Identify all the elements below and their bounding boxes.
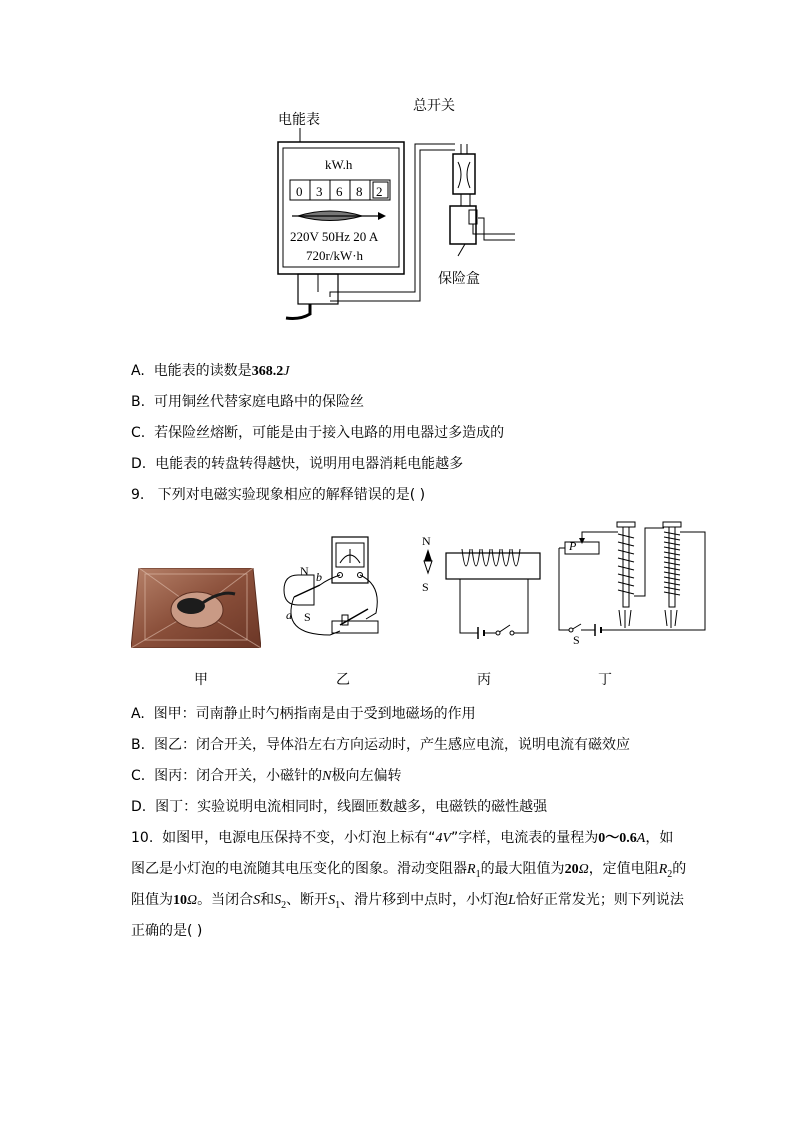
q10-line-3: 阻值为10Ω。当闭合S和$S_2$、断开$S_1$、滑片移到中点时，小灯泡L恰好正常发光；则下列说法 (131, 892, 684, 911)
q9-option-d: D. 图丁：实验说明电流相同时，线圈匝数越多，电磁铁的磁性越强 (131, 799, 548, 815)
q8-option-d: D. 电能表的转盘转得越快，说明用电器消耗电能越多 (131, 456, 464, 472)
q9-option-a: A. 图甲：司南静止时勺柄指南是由于受到地磁场的作用 (131, 706, 476, 722)
figure-bing-solenoid (418, 535, 543, 645)
meter-digit: 2 (376, 184, 383, 199)
meter-digit: 3 (316, 184, 323, 199)
q9-option-c: C. 图丙：闭合开关，小磁针的N极向左偏转 (131, 768, 402, 784)
meter-spec-1: 220V 50Hz 20 A (290, 229, 379, 244)
q10-line-2: 图乙是小灯泡的电流随其电压变化的图象。滑动变阻器$R_1$的最大阻值为20Ω，定值电阻$R_2$的 (131, 861, 687, 880)
q8-option-a: A. 电能表的读数是368.2J (131, 363, 290, 379)
ding-label-s: S (573, 633, 580, 647)
figure-yi-induction (270, 535, 390, 650)
q10-line-4: 正确的是( ) (131, 923, 203, 939)
q10-line-1: 10. 如图甲，电源电压保持不变，小灯泡上标有“4V”字样，电流表的量程为0～0.6A，如 (131, 830, 674, 846)
bing-label-n: N (422, 535, 431, 548)
meter-digit: 6 (336, 184, 343, 199)
caption-yi: 乙 (336, 672, 350, 688)
q8-option-b: B. 可用铜丝代替家庭电路中的保险丝 (131, 394, 364, 410)
q9-option-b: B. 图乙：闭合开关，导体沿左右方向运动时，产生感应电流，说明电流有磁效应 (131, 737, 630, 753)
meter-digits (290, 180, 390, 200)
ding-label-p: P (569, 539, 577, 553)
q8-option-c: C. 若保险丝熔断，可能是由于接入电路的用电器过多造成的 (131, 425, 505, 441)
yi-label-s: S (304, 610, 311, 624)
meter-unit: kW.h (325, 157, 353, 172)
meter-digit: 8 (356, 184, 363, 199)
yi-label-n: N (300, 564, 309, 578)
caption-ding: 丁 (598, 672, 612, 688)
caption-bing: 丙 (477, 672, 491, 688)
figure-ding-electromagnets (555, 518, 710, 648)
meter-spec-2: 720r/kW·h (306, 248, 364, 263)
q9-stem: 9. 下列对电磁实验现象相应的解释错误的是( ) (131, 487, 426, 503)
label-meter: 电能表 (278, 112, 320, 128)
label-fuse: 保险盒 (438, 271, 480, 287)
label-switch: 总开关 (413, 98, 455, 114)
bing-label-s: S (422, 580, 429, 594)
electric-meter-figure (270, 92, 530, 327)
yi-label-b: b (316, 570, 322, 584)
caption-jia: 甲 (194, 672, 208, 688)
yi-label-a: a (286, 608, 292, 622)
figure-jia-sinan (131, 568, 261, 648)
meter-digit: 0 (296, 184, 303, 199)
